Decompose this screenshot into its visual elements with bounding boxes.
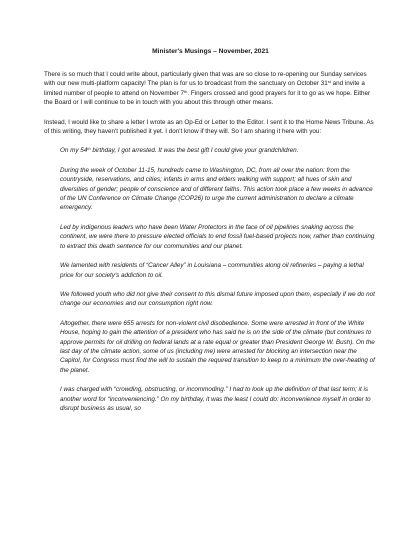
intro-text-a: There is so much that I could write about, particularly given that was are so close to re-opening our Sunday services with our new multi-platform capacity! The plan is for us to broadcast from the sanctuary on October 31 — [44, 71, 367, 88]
letter-intro-paragraph: Instead, I would like to share a letter I wrote as an Op-Ed or Letter to the Editor. I sent it to the Home News Tribune. As of this writing, they haven't published it yet. I don't know if they will. So I am sharing it here with you: — [44, 118, 374, 136]
letter-paragraph-charged: I was charged with “crowding, obstructing, or incommoding.” I had to look up the definition of that last term; it is another word for “inconveniencing.” On my birthday, it was the least I could do: inconvenience myself in order to disrupt business as usual, so — [60, 386, 371, 412]
intro-text-c: . Fingers crossed and good prayers for it to go as we hope. Either the Board or I will continue to be in touch with you about this through other means. — [44, 89, 371, 107]
letter-paragraph-cancer-alley: We lamented with residents of “Cancer Alley” in Louisiana – communities along oil refineries – paying a lethal price for our society's addiction to oil. — [60, 262, 364, 279]
letter-paragraph-week: During the week of October 11-15, hundreds came to Washington, DC, from all over the nation: from the countryside, reservations, and cities; infants in arms and elders walking with support; all hues of skin and diversities of gender; people of conscience and of different faiths. This action took place a few weeks in advance of the UN Conference on Climate Change (COP26) to urge the current administration to declare a climate emergency. — [60, 166, 373, 212]
letter-paragraph-birthday — [60, 146, 375, 155]
letter-paragraph-youth: We followed youth who did not give their consent to this dismal future imposed upon them, especially if we do not change our economies and our consumption right now. — [60, 290, 375, 308]
intro-sup-a: st — [327, 79, 331, 85]
letter-paragraph-indigenous: Led by indigenous leaders who have been Water Protectors in the face of oil pipelines snaking across the continent, we were there to pressure elected officials to end fossil fuel-based projects now, rather than continuing to extract this death sentence for our communities and our planet. — [60, 223, 375, 250]
letter-p1-sup: th — [87, 146, 91, 152]
document-title: Minister's Musings – November, 2021 — [152, 48, 269, 55]
intro-sup-b: th — [184, 88, 188, 94]
intro-text-b: and invite a limited number of people to attend on November 7 — [44, 80, 365, 97]
intro-paragraph — [44, 70, 377, 108]
letter-p1-text-a: On my 54 — [60, 147, 88, 155]
letter-paragraph-arrests: Altogether, there were 655 arrests for non-violent civil disobedience. Some were arrested in front of the White House, hoping to gain the attention of a president who has said he is on the side of the climate (but continues to approve permits for oil drilling on federal lands at a rate equal or greater than President George W. Bush). On the last day of the climate action, some of us (including me) were arrested for blocking an intersection near the Capitol, for Congress must find the will to sustain the required transition to keep to a minimum the over-heating of the planet. — [60, 319, 375, 374]
letter-p1-text-b: birthday, I got arrested. It was the best gift I could give your grandchildren. — [90, 147, 299, 155]
